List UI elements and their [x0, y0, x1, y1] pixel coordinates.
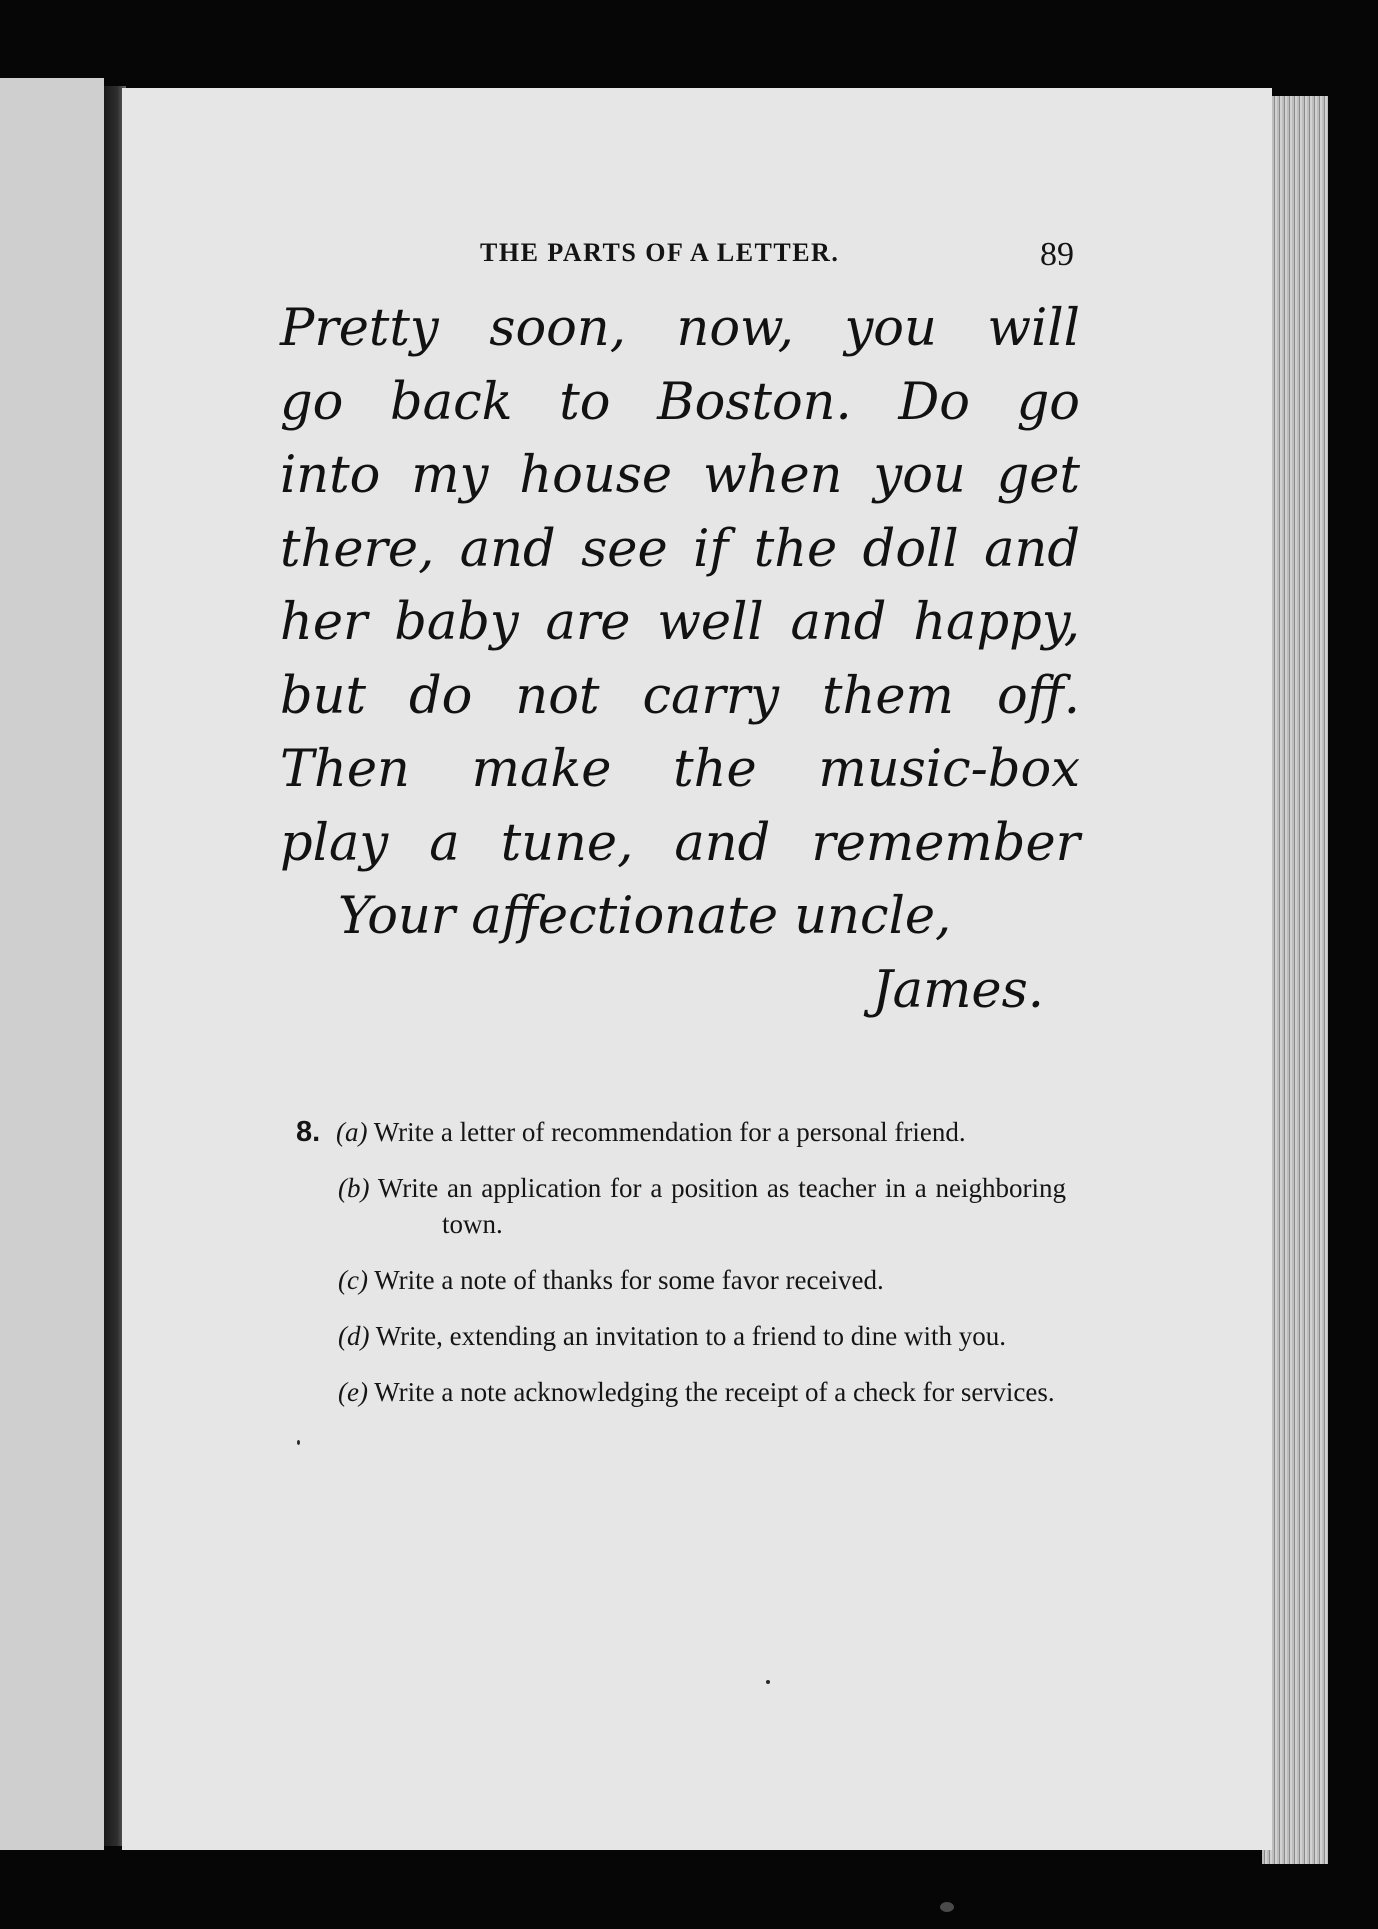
letter-line: play a tune, and remember [280, 813, 1080, 873]
handwritten-letter [280, 292, 1080, 1034]
page-number: 89 [1040, 236, 1074, 273]
exercise-item [296, 1262, 1066, 1298]
item-label: (d) [338, 1321, 370, 1351]
scan-speck [297, 1440, 300, 1445]
exercise-item [296, 1318, 1066, 1354]
letter-line: her baby are well and happy, [280, 593, 1080, 652]
item-text: Write a note of thanks for some favor received. [374, 1265, 884, 1295]
item-text: Write, extending an invitation to a friend to dine with you. [375, 1321, 1007, 1351]
item-label: (b) [338, 1173, 370, 1203]
letter-signature: James. [872, 960, 1044, 1020]
running-title: THE PARTS OF A LETTER. [480, 238, 840, 267]
exercise-item [296, 1114, 1066, 1150]
exercise-item [296, 1374, 1066, 1410]
exercise-list [296, 1114, 1066, 1430]
exercise-item [296, 1170, 1066, 1242]
item-label: (e) [338, 1377, 368, 1407]
letter-line: into my house when you get [280, 446, 1080, 505]
item-text: Write an application for a position as teacher in a neighboring town. [377, 1173, 1067, 1239]
item-text: Write a note acknowledging the receipt of a check for services. [374, 1377, 1055, 1407]
item-text: Write a letter of recommendation for a personal friend. [373, 1117, 966, 1147]
letter-line: Then make the music-box [280, 740, 1080, 799]
letter-line: there, and see if the doll and [280, 519, 1080, 579]
letter-line: Pretty soon, now, you will [280, 299, 1080, 358]
exercise-number: 8. [296, 1116, 321, 1148]
letter-line: but do not carry them off. [280, 666, 1080, 726]
letter-line: go back to Boston. Do go [280, 372, 1080, 432]
facing-page-edge [0, 78, 104, 1850]
scan-speck [766, 1680, 770, 1684]
item-label: (a) [336, 1117, 368, 1147]
scan-speck [940, 1902, 954, 1912]
letter-closing: Your affectionate uncle, [338, 887, 952, 946]
item-label: (c) [338, 1265, 368, 1295]
